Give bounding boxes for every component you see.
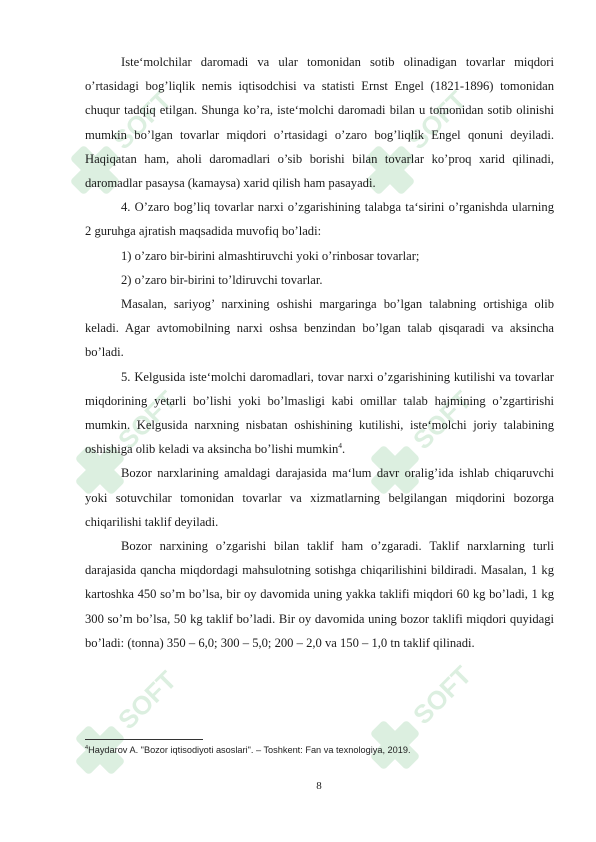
paragraph-expectations-end: . (342, 442, 346, 457)
paragraph-expectations-text: 5. Kelgusida iste‘molchi daromadlari, tovar narxi o’zgarishining kutilishi va tovarlar miqdorining yetarli bo’lishi yoki bo’lmasligi kabi omillar talab hajmining o’zgartirishi mumkin. Kelgusida narxning nisbatan oshishining kutilishi, iste‘molchi joriy talabining oshishiga olib keladi va aksincha bo’lishi mumkin (85, 369, 554, 457)
paragraph-expectations (85, 365, 554, 462)
footnote-reference[interactable]: 4 (338, 441, 343, 451)
body-text (85, 50, 554, 655)
paragraph-example-butter: Masalan, sariyog’ narxining oshishi margaringa bo’lgan talabning ortishiga olib keladi. Agar avtomobilning narxi oshsa benzindan bo’lgan talab qisqaradi va aksincha bo’ladi. (85, 297, 554, 360)
paragraph-supply-example: Bozor narxining o’zgarishi bilan taklif ham o’zgaradi. Taklif narxlarning turli darajasida qancha miqdordagi mahsulotning sotishga chiqarilishini bildiradi. Masalan, 1 kg kartoshka 450 so’m bo’lsa, bir oy davomida uning yakka taklifi miqdori 60 kg bo’ladi, 1 kg 300 so’m bo’lsa, 50 kg taklif bo’ladi. Bir oy davomida uning bozor taklifi miqdori quyidagi bo’ladi: (tonna) 350 – 6,0; 300 – 5,0; 200 – 2,0 va 150 – 1,0 tn taklif qilinadi. (85, 539, 554, 650)
footnote-end: . (408, 745, 411, 755)
watermark-text: SOFT (407, 659, 478, 731)
watermark-text: SOFT (402, 84, 473, 156)
footnote (85, 745, 545, 755)
footnote-divider (85, 739, 203, 740)
list-item-complements: 2) o’zaro bir-birini to’ldiruvchi tovarlar. (121, 272, 323, 287)
footnote-text: Haydarov A. "Bozor iqtisodiyoti asoslari". – Toshkent: Fan va texnologiya, 2019 (88, 745, 409, 755)
watermark-text: SOFT (107, 84, 178, 156)
list-item-substitutes: 1) o’zaro bir-birini almashtiruvchi yoki o’rinbosar tovarlar; (121, 248, 420, 263)
footnote-number: 4 (85, 744, 89, 751)
paragraph-engel-law: Iste‘molchilar daromadi va ular tomonidan sotib olinadigan tovarlar miqdori o’rtasidagi bog’liqlik nemis iqtisodchisi va statisti Ernst Engel (1821-1896) tomonidan chuqur tadqiq etilgan. Shunga ko’ra, iste‘molchi daromadi bilan u tomonidan sotib olinishi mumkin bo’lgan tovarlar miqdori o’rtasidagi o’zaro bog’liqlik Engel qonuni deyiladi. Haqiqatan ham, aholi daromadlari o’sib borishi bilan tovarlar ko’proq xarid qilinadi, daromadlar pasaysa (kamaysa) xarid qilish ham pasayadi. (85, 55, 554, 191)
page-number: 8 (316, 780, 322, 792)
paragraph-supply-definition: Bozor narxlarining amaldagi darajasida ma‘lum davr oralig’ida ishlab chiqaruvchi yoki sotuvchilar tomonidan tovarlar va xizmatlarning belgilangan miqdorini bozorga chiqarilishi taklif deyiladi. (85, 466, 554, 529)
watermark-text: SOFT (112, 384, 183, 456)
watermark-text: SOFT (407, 384, 478, 456)
paragraph-related-goods: 4. O’zaro bog’liq tovarlar narxi o’zgarishining talabga ta‘sirini o’rganishda ularning 2 guruhga ajratish maqsadida muvofiq bo’ladi: (85, 200, 554, 239)
watermark-text: SOFT (112, 664, 183, 736)
